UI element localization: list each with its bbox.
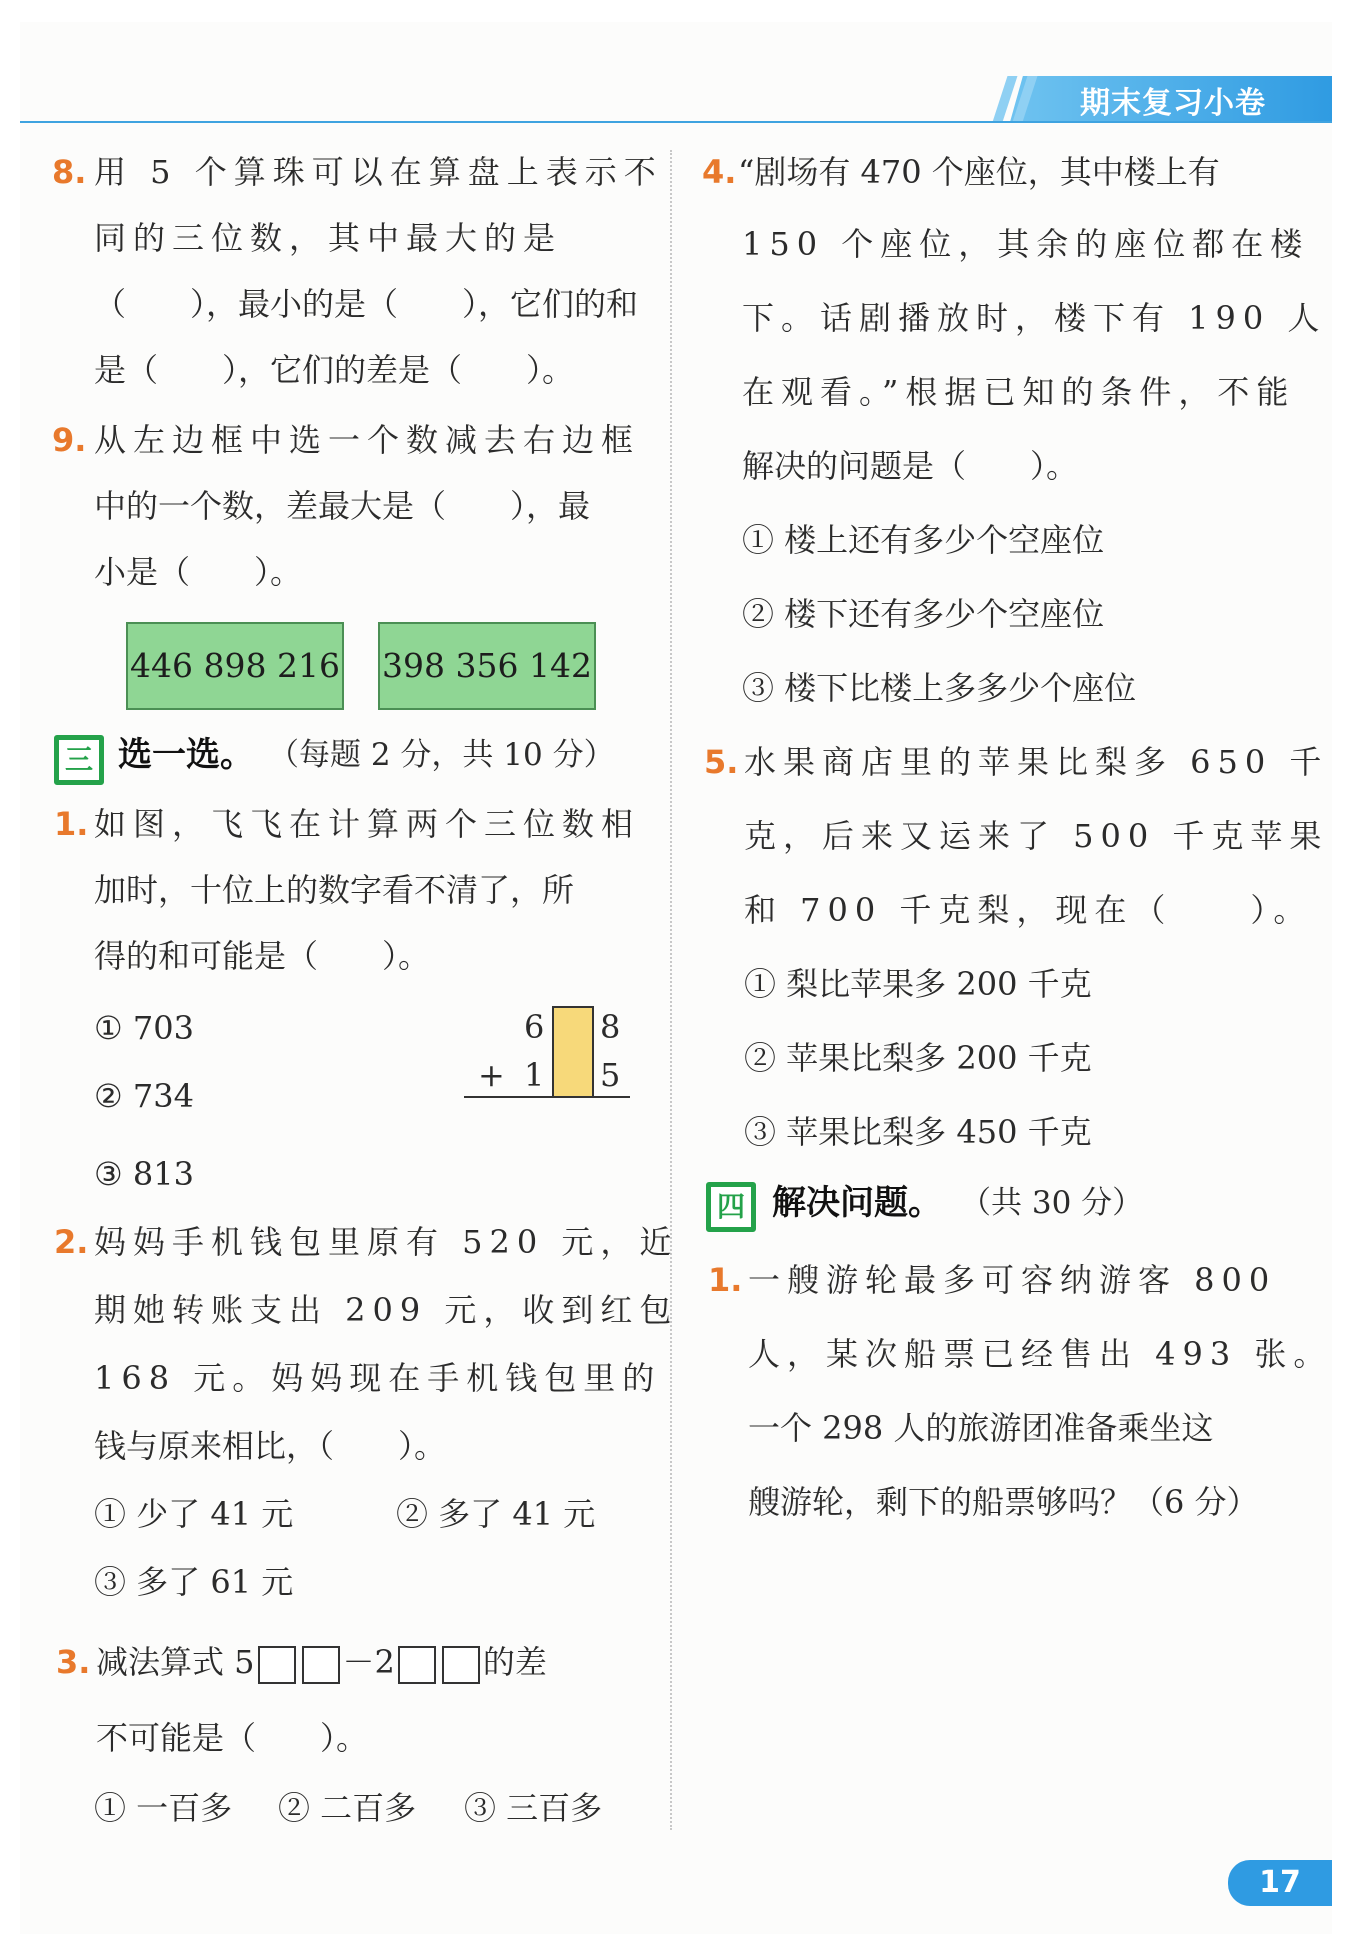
question-text: 钱与原来相比，（ ）。	[94, 1427, 447, 1465]
digit: 1	[524, 1056, 545, 1094]
option: ① 一百多	[94, 1789, 233, 1827]
question-number: 2.	[54, 1223, 89, 1261]
question-text: 得的和可能是（ ）。	[94, 937, 431, 975]
question-number: 1.	[54, 805, 89, 843]
question-text: 克，后来又运来了 500 千克苹果	[744, 817, 1329, 855]
sum-line	[464, 1096, 630, 1098]
option: ① 梨比苹果多 200 千克	[744, 965, 1092, 1003]
question-number: 4.	[702, 153, 737, 191]
digit: 8	[600, 1008, 621, 1046]
question-text: 从左边框中选一个数减去右边框	[94, 421, 641, 459]
section-badge	[54, 735, 104, 785]
question-text: 150 个座位，其余的座位都在楼	[742, 225, 1310, 263]
option: ③ 三百多	[464, 1789, 603, 1827]
option: ② 苹果比梨多 200 千克	[744, 1039, 1092, 1077]
question-text: 168 元。妈妈现在手机钱包里的	[94, 1359, 662, 1397]
question-text: （ ），最小的是（ ），它们的和	[94, 285, 639, 323]
number-box-left: 446 898 216	[126, 622, 344, 710]
header-title: 期末复习小卷	[1080, 86, 1266, 121]
option: ② 多了 41 元	[396, 1495, 596, 1533]
option: ① 少了 41 元	[94, 1495, 294, 1533]
section-badge	[706, 1182, 756, 1232]
question-number: 1.	[708, 1261, 743, 1299]
question-text: 同的三位数，其中最大的是	[94, 219, 563, 257]
question-text: 人，某次船票已经售出 493 张。	[748, 1335, 1333, 1373]
option: ③ 813	[94, 1155, 194, 1193]
digit-blank	[258, 1646, 296, 1684]
question-text: 妈妈手机钱包里原有 520 元，近	[94, 1223, 679, 1261]
question-number: 8.	[52, 153, 87, 191]
question-text: 艘游轮，剩下的船票够吗？（6 分）	[748, 1483, 1259, 1521]
option: ① 703	[94, 1009, 194, 1047]
question-number: 5.	[704, 743, 739, 781]
expression-part: －2	[342, 1643, 395, 1681]
digit: 6	[524, 1008, 545, 1046]
column-divider	[670, 150, 672, 1830]
question-text: 一艘游轮最多可容纳游客 800	[748, 1261, 1277, 1299]
number-box-right: 398 356 142	[378, 622, 596, 710]
question-text: 加时，十位上的数字看不清了，所	[94, 871, 575, 909]
question-text: 一个 298 人的旅游团准备乘坐这	[748, 1409, 1214, 1447]
question-text: 是（ ），它们的差是（ ）。	[94, 351, 575, 389]
question-text: 用 5 个算珠可以在算盘上表示不	[94, 153, 663, 191]
question-text: 期她转账支出 209 元，收到红包	[94, 1291, 679, 1329]
digit: 5	[600, 1056, 621, 1094]
option: ③ 楼下比楼上多多少个座位	[742, 669, 1137, 707]
option: ② 楼下还有多少个空座位	[742, 595, 1105, 633]
option: ③ 苹果比梨多 450 千克	[744, 1113, 1092, 1151]
question-text: “剧场有 470 个座位，其中楼上有	[738, 153, 1220, 191]
option: ② 二百多	[278, 1789, 417, 1827]
expression-part: 减法算式 5	[96, 1643, 255, 1681]
section-note: （共 30 分）	[960, 1185, 1144, 1221]
question-text: 解决的问题是（ ）。	[742, 447, 1079, 485]
question-text: 中的一个数，差最大是（ ），最	[94, 487, 591, 525]
page-number: 17	[1228, 1860, 1332, 1906]
digit-blank	[442, 1646, 480, 1684]
option: ① 楼上还有多少个空座位	[742, 521, 1105, 559]
question-text: 下。话剧播放时，楼下有 190 人	[742, 299, 1327, 337]
question-text: 在观看。”根据已知的条件，不能	[742, 373, 1296, 411]
plus-sign: +	[478, 1056, 505, 1094]
question-number: 9.	[52, 421, 87, 459]
question-text: 水果商店里的苹果比梨多 650 千	[744, 743, 1329, 781]
digit-blank	[398, 1646, 436, 1684]
section-badge-label: 三	[64, 743, 93, 776]
section-title: 选一选。	[118, 735, 254, 775]
question-text: 如图，飞飞在计算两个三位数相	[94, 805, 641, 843]
section-title: 解决问题。	[772, 1183, 942, 1223]
question-text: 不可能是（ ）。	[96, 1719, 369, 1757]
section-badge-label: 四	[716, 1190, 745, 1223]
option: ② 734	[94, 1077, 194, 1115]
option: ③ 多了 61 元	[94, 1563, 294, 1601]
hidden-digit-box	[552, 1006, 594, 1098]
subtraction-expression	[96, 1640, 547, 1684]
header-rule	[20, 121, 1332, 123]
section-note: （每题 2 分，共 10 分）	[268, 737, 615, 773]
digit-blank	[302, 1646, 340, 1684]
question-number: 3.	[56, 1643, 91, 1681]
expression-part: 的差	[482, 1643, 547, 1681]
question-text: 小是（ ）。	[94, 553, 303, 591]
question-text: 和 700 千克梨，现在（ ）。	[744, 891, 1313, 929]
